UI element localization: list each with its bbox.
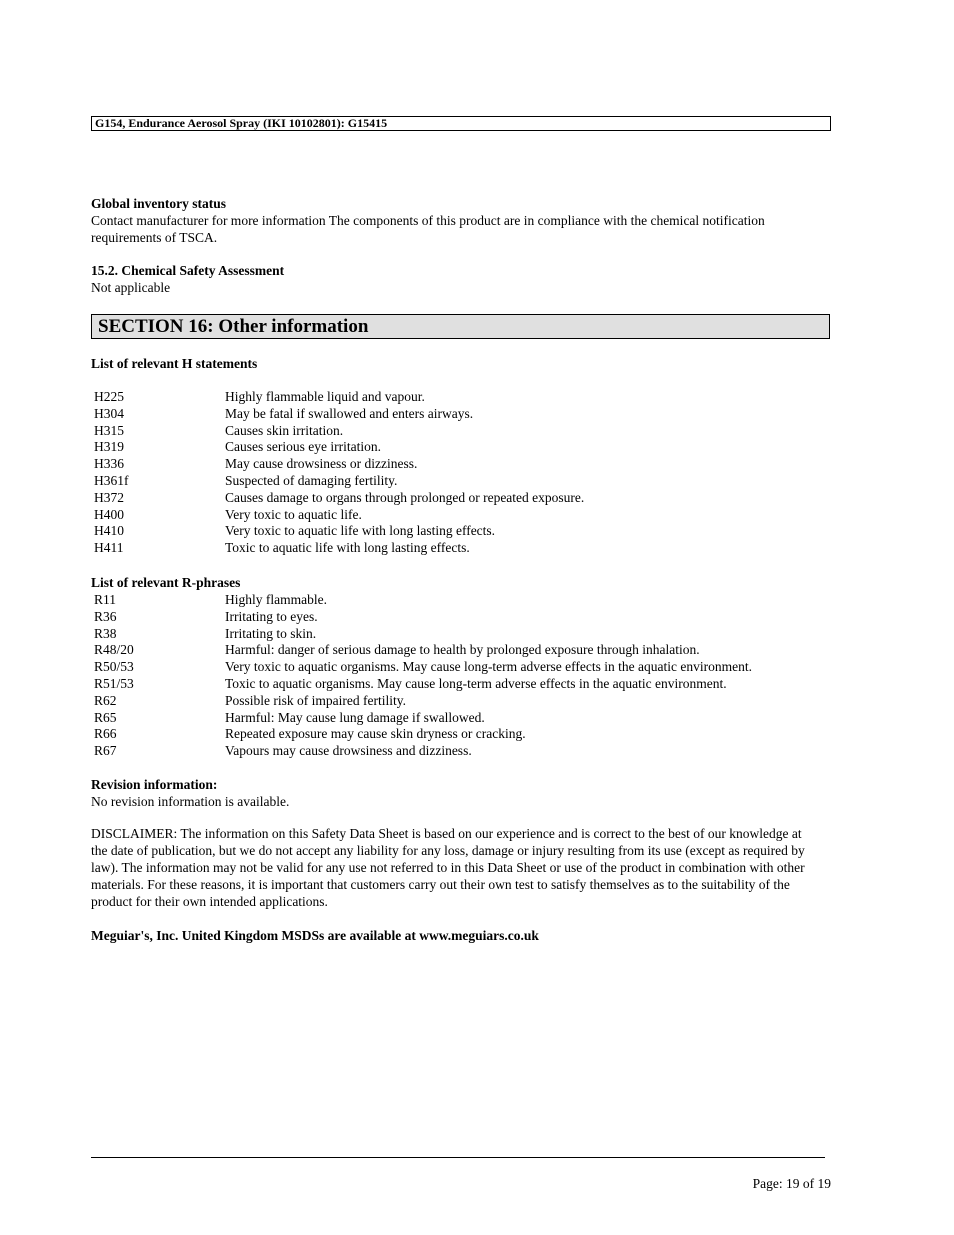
- csa-heading: 15.2. Chemical Safety Assessment: [91, 263, 285, 278]
- table-row: [94, 641, 834, 658]
- code-cell: R38: [94, 625, 117, 641]
- table-row: [94, 658, 834, 675]
- description-cell: Irritating to skin.: [225, 625, 317, 641]
- page-number: Page: 19 of 19: [752, 1176, 831, 1191]
- document-header: G154, Endurance Aerosol Spray (IKI 10102801): G15415: [91, 116, 831, 131]
- h-statements-heading: List of relevant H statements: [91, 356, 258, 371]
- code-cell: H400: [94, 506, 124, 522]
- revision-text: No revision information is available.: [91, 794, 290, 809]
- description-cell: Irritating to eyes.: [225, 608, 318, 624]
- table-row: [94, 472, 834, 489]
- code-cell: R51/53: [94, 676, 134, 691]
- code-cell: R66: [94, 726, 117, 742]
- code-cell: R67: [94, 743, 117, 759]
- code-cell: R50/53: [94, 659, 134, 675]
- description-cell: Very toxic to aquatic life.: [225, 506, 362, 522]
- code-cell: H319: [94, 439, 124, 455]
- table-row: [94, 725, 834, 742]
- description-cell: Toxic to aquatic life with long lasting effects.: [225, 540, 470, 556]
- description-cell: Possible risk of impaired fertility.: [225, 692, 406, 708]
- availability-text: Meguiar's, Inc. United Kingdom MSDSs are available at www.meguiars.co.uk: [91, 928, 539, 943]
- description-cell: Harmful: danger of serious damage to health by prolonged exposure through inhalation.: [225, 642, 700, 658]
- description-cell: Causes damage to organs through prolonged or repeated exposure.: [225, 489, 585, 505]
- description-cell: Highly flammable.: [225, 592, 327, 607]
- description-cell: Highly flammable liquid and vapour.: [225, 389, 425, 404]
- description-cell: Causes serious eye irritation.: [225, 439, 381, 455]
- code-cell: H361f: [94, 473, 129, 488]
- section-16-title: SECTION 16: Other information: [91, 314, 830, 339]
- table-row: [94, 608, 834, 625]
- revision-heading: Revision information:: [91, 777, 218, 792]
- code-cell: H315: [94, 422, 124, 438]
- table-row: [94, 506, 834, 523]
- inventory-heading: Global inventory status: [91, 196, 227, 211]
- table-row: [94, 388, 834, 405]
- table-row: [94, 405, 834, 422]
- description-cell: Vapours may cause drowsiness and dizziness.: [225, 743, 472, 759]
- footer-divider: [91, 1157, 825, 1158]
- table-row: [94, 422, 834, 439]
- code-cell: H336: [94, 456, 124, 472]
- description-cell: Very toxic to aquatic life with long lasting effects.: [225, 523, 496, 539]
- inventory-text: Contact manufacturer for more information The components of this product are in compliance with the chemical notification requirements of TSCA.: [91, 213, 765, 245]
- description-cell: May cause drowsiness or dizziness.: [225, 456, 418, 472]
- disclaimer-text: DISCLAIMER: The information on this Safety Data Sheet is based on our experience and is correct to the best of our knowledge at the date of publication, but we do not accept any liability for any loss, damage or injury resulting from its use (except as required by law). The information may not be valid for any use not referred to in this Data Sheet or use of the product in combination with other materials. For these reasons, it is important that customers carry out their own test to satisfy themselves as to the suitability of the product for their own intended applications.: [91, 826, 805, 909]
- table-row: [94, 522, 834, 539]
- code-cell: H372: [94, 489, 124, 505]
- table-row: [94, 709, 834, 726]
- r-phrases-heading: List of relevant R-phrases: [91, 575, 241, 590]
- description-cell: Toxic to aquatic organisms. May cause long-term adverse effects in the aquatic environment.: [225, 676, 727, 691]
- code-cell: H410: [94, 523, 124, 539]
- table-row: [94, 539, 834, 556]
- code-cell: H411: [94, 540, 124, 556]
- table-row: [94, 625, 834, 642]
- description-cell: Very toxic to aquatic organisms. May cause long-term adverse effects in the aquatic environment.: [225, 659, 752, 675]
- description-cell: Harmful: May cause lung damage if swallowed.: [225, 709, 485, 725]
- code-cell: R11: [94, 592, 117, 607]
- table-row: [94, 438, 834, 455]
- code-cell: H225: [94, 389, 124, 404]
- table-row: [94, 742, 834, 759]
- csa-text: Not applicable: [91, 280, 171, 295]
- code-cell: R48/20: [94, 642, 134, 658]
- table-row: [94, 692, 834, 709]
- table-row: [94, 675, 834, 692]
- description-cell: May be fatal if swallowed and enters airways.: [225, 405, 474, 421]
- code-cell: R36: [94, 608, 117, 624]
- table-row: [94, 591, 834, 608]
- code-cell: H304: [94, 405, 124, 421]
- code-cell: R65: [94, 709, 117, 725]
- table-row: [94, 455, 834, 472]
- description-cell: Causes skin irritation.: [225, 422, 344, 438]
- description-cell: Suspected of damaging fertility.: [225, 473, 398, 488]
- description-cell: Repeated exposure may cause skin dryness or cracking.: [225, 726, 526, 742]
- table-row: [94, 489, 834, 506]
- code-cell: R62: [94, 692, 117, 708]
